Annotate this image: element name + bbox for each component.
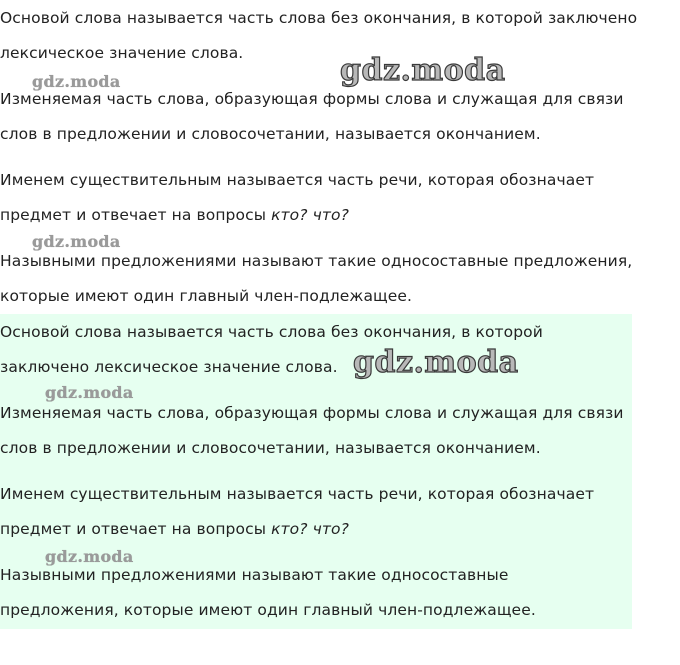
definition-ending [0,396,625,466]
paragraph-text: Назывными предложениями называют такие односоставные предложения, которые имеют один главный член-подлежащее. [0,252,633,305]
definition-noun [0,477,625,547]
definition-nominative-sentence [0,244,665,314]
paragraph-text: Основой слова называется часть слова без окончания, в которой заключено лексическое значение слова. [0,9,638,62]
paragraph-text: Именем существительным называется часть речи, которая обозначает предмет и отвечает на вопросы [0,171,595,224]
paragraph-text: Изменяемая часть слова, образующая формы слова и служащая для связи слов в предложении и словосочетании, называется окончанием. [0,90,624,143]
paragraph-text: Именем существительным называется часть речи, которая обозначает предмет и отвечает на вопросы [0,485,595,538]
watermark-logo: gdz.moda [32,232,121,251]
definition-noun [0,163,650,233]
paragraph-text: Изменяемая часть слова, образующая формы слова и служащая для связи слов в предложении и словосочетании, называется окончанием. [0,404,624,457]
watermark-logo: gdz.moda [45,383,134,402]
definition-stem [0,1,670,71]
answer-section-highlighted [0,314,632,629]
watermark-logo: gdz.moda [340,53,506,88]
definition-nominative-sentence [0,558,560,628]
watermark-logo: gdz.moda [353,345,519,380]
paragraph-italic: кто? что? [271,520,349,538]
definition-ending [0,82,650,152]
answer-section-plain [0,0,638,314]
watermark-logo: gdz.moda [32,72,121,91]
paragraph-text: Основой слова называется часть слова без окончания, в которой заключено лексическое значение слова. [0,323,543,376]
watermark-logo: gdz.moda [45,547,134,566]
paragraph-text: Назывными предложениями называют такие односоставные предложения, которые имеют один главный член-подлежащее. [0,566,536,619]
definition-stem [0,315,580,385]
paragraph-italic: кто? что? [271,206,349,224]
